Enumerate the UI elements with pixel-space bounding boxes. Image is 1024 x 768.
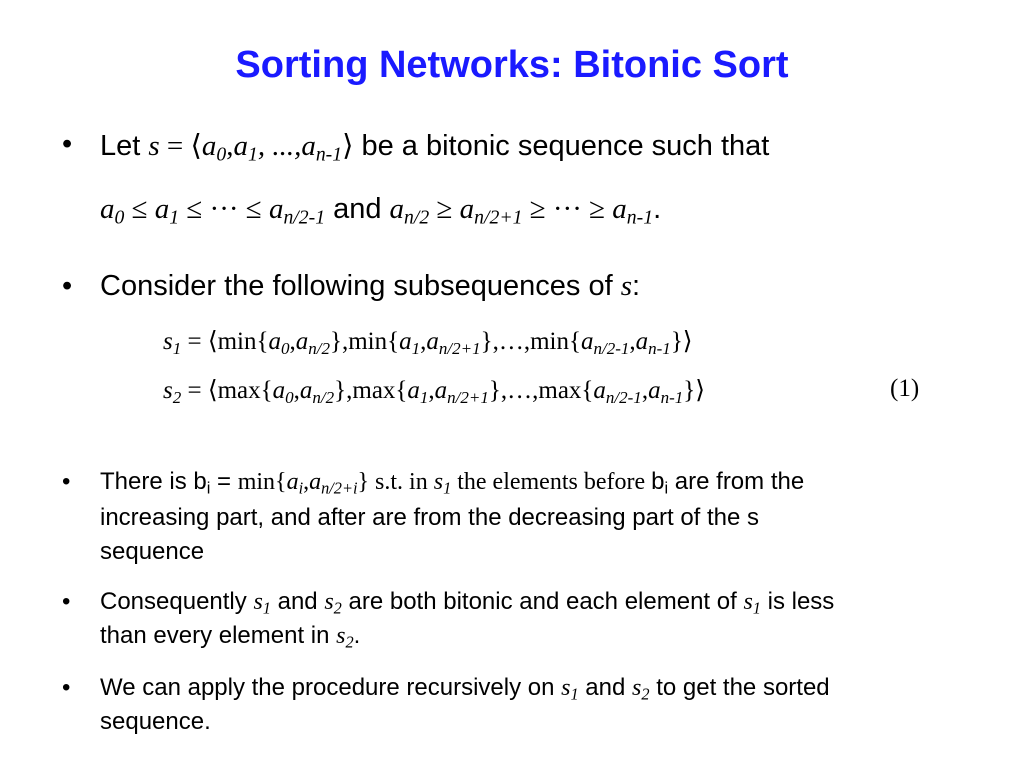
text: are from the <box>668 468 805 495</box>
bullet-3-line-2: increasing part, and after are from the decreasing part of the s <box>100 504 760 531</box>
math-s: s <box>148 130 160 162</box>
math-a: a <box>286 469 299 495</box>
sub: n/2-1 <box>283 206 326 229</box>
sub: n/2 <box>308 338 330 358</box>
sub: 1 <box>262 598 271 618</box>
math-fn: max <box>538 377 582 404</box>
sub: n/2-1 <box>593 338 630 358</box>
sub: 2 <box>641 684 650 704</box>
sub: n-1 <box>648 338 671 358</box>
math-eq: = ⟨ <box>159 130 202 162</box>
math-a: a <box>648 377 661 404</box>
text: and <box>270 588 325 615</box>
text: and <box>578 674 633 701</box>
math-fn: min <box>217 328 257 355</box>
math-fn: min <box>348 328 388 355</box>
text: be a bitonic sequence such that <box>353 130 770 162</box>
math-before: the elements before <box>451 469 652 495</box>
bullet-1-line-1 <box>100 128 770 166</box>
math-s: s <box>253 589 263 615</box>
text: Let <box>100 130 149 162</box>
math-close: } <box>357 469 370 495</box>
sub: 1 <box>172 338 182 358</box>
sub: n-1 <box>626 206 654 229</box>
math-comma: , <box>303 469 310 495</box>
text: than every element in <box>100 622 337 649</box>
math-a: a <box>434 377 448 404</box>
sub: n-1 <box>315 143 343 166</box>
math-a: a <box>268 193 284 225</box>
sub: n/2+1 <box>447 387 489 407</box>
math-comma: , <box>226 130 234 162</box>
math-a: a <box>272 377 286 404</box>
text: = <box>210 468 238 495</box>
sub: n/2+1 <box>474 206 523 229</box>
math-ge-dots: ≥ ··· ≥ <box>522 193 613 225</box>
sub: i <box>298 478 304 498</box>
math-st: s.t. in <box>369 469 434 495</box>
math-a: a <box>309 469 322 495</box>
sub: 0 <box>216 143 227 166</box>
text: Consider the following subsequences of <box>100 270 621 302</box>
sub: 1 <box>247 143 258 166</box>
sub: n/2 <box>404 206 430 229</box>
math-a: a <box>295 328 309 355</box>
sub: 0 <box>285 387 294 407</box>
math-s: s <box>163 328 173 355</box>
math-le-dots: ≤ ··· ≤ <box>179 193 269 225</box>
math-a: a <box>593 377 606 404</box>
sub: 2 <box>345 632 354 652</box>
text: There is b <box>100 468 207 495</box>
bullet-marker: • <box>62 270 73 302</box>
math-a: a <box>407 377 420 404</box>
text: is less <box>760 588 835 615</box>
slide-title: Sorting Networks: Bitonic Sort <box>235 44 789 86</box>
math-s: s <box>743 589 753 615</box>
text: . <box>353 622 361 649</box>
sub: i <box>664 479 669 498</box>
sub: i <box>206 479 211 498</box>
math-ellipsis: , ..., <box>257 130 302 162</box>
bullet-marker: • <box>62 468 71 495</box>
math-a: a <box>389 193 405 225</box>
sub: n-1 <box>660 387 684 407</box>
text: . <box>653 193 662 225</box>
bullet-4-line-1 <box>100 588 834 616</box>
math-min: min{ <box>237 469 287 495</box>
sub: n/2-1 <box>605 387 642 407</box>
bullet-marker: • <box>62 588 71 615</box>
math-a: a <box>635 328 649 355</box>
sub: 1 <box>169 206 180 229</box>
sub: 1 <box>411 338 421 358</box>
bullet-marker: • <box>62 674 71 701</box>
math-s: s <box>324 589 334 615</box>
bullet-5-line-1 <box>100 674 830 702</box>
text: We can apply the procedure recursively on <box>100 674 562 701</box>
sub: n/2 <box>312 387 335 407</box>
text: and <box>325 193 390 225</box>
sub: 2 <box>333 598 342 618</box>
math-a: a <box>100 193 115 225</box>
math-a: a <box>581 328 594 355</box>
math-a: a <box>612 193 627 225</box>
text: : <box>632 270 641 302</box>
math-eq: = ⟨ <box>181 328 218 355</box>
math-a: a <box>299 377 313 404</box>
sub: 0 <box>281 338 290 358</box>
math-a: a <box>301 130 316 162</box>
math-s: s <box>336 623 346 649</box>
equation-s1: $s_1$ = $⟨\min\{a_0,a_{n/2}\},\min\{a_1,a_{n/2+1}\},\dots,\min\{a_{n/2-1},a_{n-1}\}⟩$ <box>163 328 693 358</box>
math-fn: max <box>217 377 261 404</box>
math-le: ≤ <box>124 193 155 225</box>
math-fn: max <box>352 377 396 404</box>
sub: 1 <box>752 598 761 618</box>
sub: 1 <box>570 684 579 704</box>
sub: 0 <box>114 206 125 229</box>
math-a: a <box>201 130 217 162</box>
math-s: s <box>632 675 642 701</box>
math-fn: min <box>530 328 569 355</box>
text: Consequently <box>100 588 254 615</box>
math-a: a <box>233 130 248 162</box>
text: are both bitonic and each element of <box>341 588 744 615</box>
equation-number: (1) <box>890 375 920 402</box>
bullet-4-line-2 <box>100 622 360 650</box>
math-s: s <box>561 675 571 701</box>
math-s: s <box>620 270 633 302</box>
math-a: a <box>154 193 170 225</box>
bullet-3-line-3: sequence <box>100 538 205 565</box>
text: b <box>651 468 665 495</box>
bullet-5-line-2: sequence. <box>100 708 211 735</box>
bullet-marker: • <box>62 128 73 160</box>
bullet-3-line-1 <box>100 468 804 496</box>
math-eq: = ⟨ <box>181 377 218 404</box>
sub: 2 <box>172 387 182 407</box>
math-a: a <box>459 193 475 225</box>
sub: n/2+i <box>321 478 358 498</box>
math-ge: ≥ <box>429 193 460 225</box>
math-a: a <box>399 328 412 355</box>
math-s: s <box>433 469 444 495</box>
sub: 1 <box>419 387 429 407</box>
sub: 1 <box>443 478 452 498</box>
equation-s2: $s_2$ = $⟨\max\{a_0,a_{n/2}\},\max\{a_1,a_{n/2+1}\},\dots,\max\{a_{n/2-1},a_{n-1}\}⟩$ <box>163 377 705 407</box>
math-s: s <box>163 377 173 404</box>
math-a: a <box>268 328 281 355</box>
bullet-1-line-2 <box>100 193 662 229</box>
math-a: a <box>426 328 439 355</box>
sub: n/2+1 <box>438 338 481 358</box>
text: to get the sorted <box>649 674 830 701</box>
math-close: ⟩ <box>342 130 354 162</box>
bullet-2 <box>100 270 640 303</box>
